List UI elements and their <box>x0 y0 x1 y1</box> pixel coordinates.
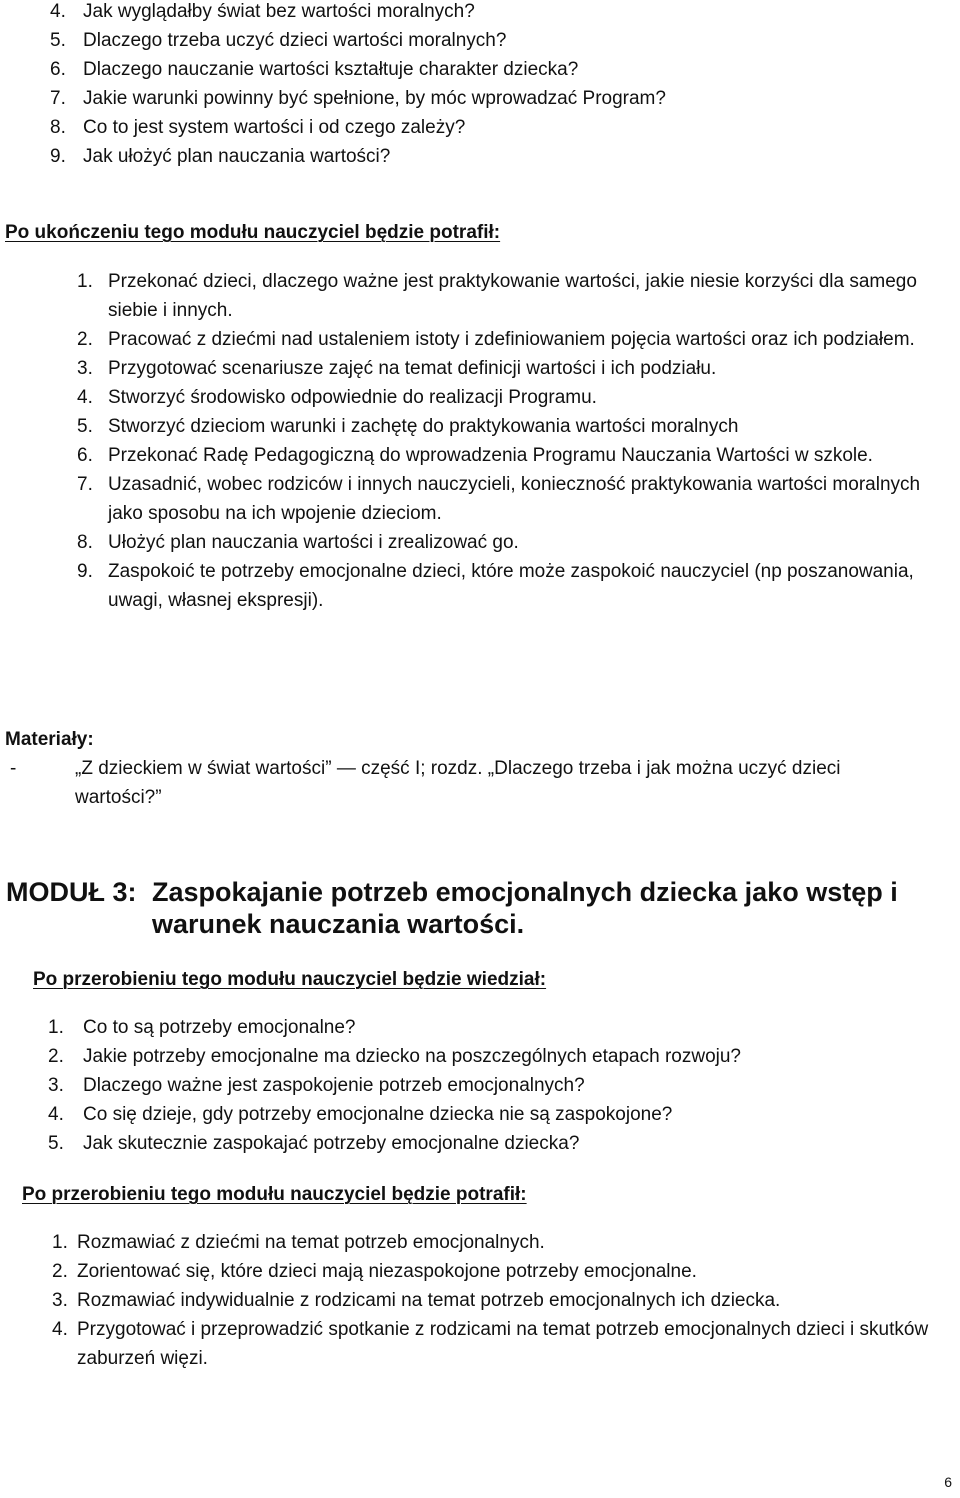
list-item <box>52 1286 932 1315</box>
materials-heading: Materiały: <box>5 729 94 750</box>
list-number: 6. <box>77 445 93 466</box>
module-heading: Zaspokajanie potrzeb emocjonalnych dziecka jako wstęp i warunek nauczania wartości. <box>152 877 898 939</box>
list-item <box>77 441 937 470</box>
list-text: Przekonać Radę Pedagogiczną do wprowadzenia Programu Nauczania Wartości w szkole. <box>108 445 873 466</box>
list-number: 5. <box>77 416 93 437</box>
list-text: Dlaczego nauczanie wartości kształtuje charakter dziecka? <box>83 59 579 80</box>
list-text: Przygotować i przeprowadzić spotkanie z rodzicami na temat potrzeb emocjonalnych dzieci i skutków zaburzeń więzi. <box>77 1319 929 1369</box>
list-item <box>50 0 930 26</box>
list-number: 4. <box>50 1 66 22</box>
list-item <box>50 113 930 142</box>
list-item <box>77 325 937 354</box>
list-text: Ułożyć plan nauczania wartości i zrealizować go. <box>108 532 519 553</box>
list-number: 4. <box>48 1104 64 1125</box>
list-item <box>77 412 937 441</box>
skills-list <box>77 267 937 615</box>
list-item <box>52 1315 932 1373</box>
list-text: Stworzyć dzieciom warunki i zachętę do praktykowania wartości moralnych <box>108 416 739 437</box>
module-label: MODUŁ 3: <box>6 877 137 907</box>
list-number: 7. <box>50 88 66 109</box>
list-item <box>48 1129 928 1158</box>
list-item <box>50 26 930 55</box>
top-question-list <box>50 0 930 171</box>
list-number: 1. <box>48 1017 64 1038</box>
list-number: 9. <box>50 146 66 167</box>
list-item <box>77 557 937 615</box>
list-text: Co się dzieje, gdy potrzeby emocjonalne dziecka nie są zaspokojone? <box>83 1104 673 1125</box>
list-text: Uzasadnić, wobec rodziców i innych nauczycieli, konieczność praktykowania wartości moralnych jako sposobu na ich wpojenie dzieciom. <box>108 474 921 524</box>
list-text: Jak ułożyć plan nauczania wartości? <box>83 146 391 167</box>
list-number: 7. <box>77 474 93 495</box>
list-text: Jakie potrzeby emocjonalne ma dziecko na poszczególnych etapach rozwoju? <box>83 1046 741 1067</box>
list-item <box>77 528 937 557</box>
list-text: Jakie warunki powinny być spełnione, by móc wprowadzać Program? <box>83 88 666 109</box>
list-number: 3. <box>52 1290 68 1311</box>
list-number: 3. <box>48 1075 64 1096</box>
list-number: 4. <box>52 1319 68 1340</box>
list-item <box>77 470 937 528</box>
list-text: Co to są potrzeby emocjonalne? <box>83 1017 356 1038</box>
list-item <box>77 383 937 412</box>
list-text: Rozmawiać indywidualnie z rodzicami na temat potrzeb emocjonalnych ich dziecka. <box>77 1290 781 1311</box>
list-text: Dlaczego ważne jest zaspokojenie potrzeb emocjonalnych? <box>83 1075 585 1096</box>
list-number: 9. <box>77 561 93 582</box>
list-number: 5. <box>48 1133 64 1154</box>
page-number: 6 <box>944 1474 952 1490</box>
list-item <box>52 1228 932 1257</box>
list-item <box>48 1013 928 1042</box>
list-item <box>48 1071 928 1100</box>
list-number: 5. <box>50 30 66 51</box>
list-item <box>77 267 937 325</box>
list-item <box>50 55 930 84</box>
list-number: 3. <box>77 358 93 379</box>
section-heading-knowledge: Po przerobieniu tego modułu nauczyciel będzie wiedział: <box>33 969 547 990</box>
section-heading-skills-2: Po przerobieniu tego modułu nauczyciel będzie potrafił: <box>22 1184 527 1205</box>
section-heading-skills: Po ukończeniu tego modułu nauczyciel będzie potrafił: <box>5 222 501 243</box>
list-text: Dlaczego trzeba uczyć dzieci wartości moralnych? <box>83 30 507 51</box>
dash-bullet: - <box>10 758 17 779</box>
list-number: 1. <box>77 271 93 292</box>
list-item <box>50 142 930 171</box>
list-number: 6. <box>50 59 66 80</box>
list-text: Stworzyć środowisko odpowiednie do realizacji Programu. <box>108 387 597 408</box>
list-text: Rozmawiać z dziećmi na temat potrzeb emocjonalnych. <box>77 1232 545 1253</box>
list-item <box>50 84 930 113</box>
list-number: 2. <box>77 329 93 350</box>
list-number: 2. <box>52 1261 68 1282</box>
list-item <box>48 1100 928 1129</box>
list-number: 8. <box>77 532 93 553</box>
list-text: Zorientować się, które dzieci mają niezaspokojone potrzeby emocjonalne. <box>77 1261 697 1282</box>
list-number: 4. <box>77 387 93 408</box>
list-text: Zaspokoić te potrzeby emocjonalne dzieci, które może zaspokoić nauczyciel (np poszanowania, uwagi, własnej ekspresji). <box>108 561 914 611</box>
list-text: Jak skutecznie zaspokajać potrzeby emocjonalne dziecka? <box>83 1133 580 1154</box>
list-number: 2. <box>48 1046 64 1067</box>
list-number: 8. <box>50 117 66 138</box>
list-item <box>77 354 937 383</box>
list-text: Co to jest system wartości i od czego zależy? <box>83 117 466 138</box>
list-text: Przygotować scenariusze zajęć na temat definicji wartości i ich podziału. <box>108 358 717 379</box>
list-item <box>48 1042 928 1071</box>
skills-list-2 <box>52 1228 932 1373</box>
knowledge-list <box>48 1013 928 1158</box>
list-number: 1. <box>52 1232 68 1253</box>
list-text: Pracować z dziećmi nad ustaleniem istoty i zdefiniowaniem pojęcia wartości oraz ich podziałem. <box>108 329 915 350</box>
list-text: Jak wyglądałby świat bez wartości moralnych? <box>83 1 475 22</box>
materials-text: „Z dzieckiem w świat wartości” — część I; rozdz. „Dlaczego trzeba i jak można uczyć dzieci wartości?” <box>75 758 841 808</box>
materials-item <box>10 754 880 812</box>
list-text: Przekonać dzieci, dlaczego ważne jest praktykowanie wartości, jakie niesie korzyści dla samego siebie i innych. <box>108 271 917 321</box>
list-item <box>52 1257 932 1286</box>
